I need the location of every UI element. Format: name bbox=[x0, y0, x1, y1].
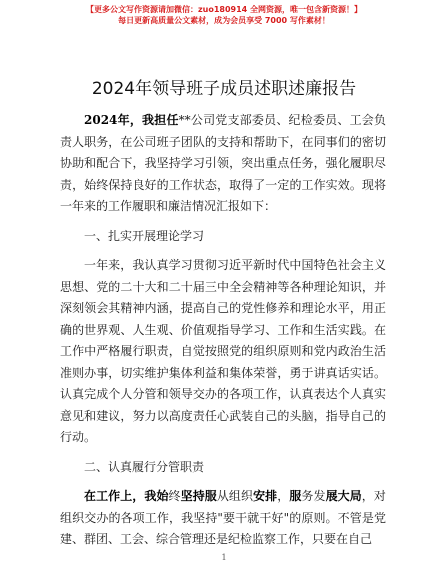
duties-bold-3: 安排 bbox=[253, 489, 278, 503]
promo-banner-line-2[interactable]: 每日更新高质量公文素材，成为会员享受 7000 写作素材！ bbox=[118, 16, 330, 25]
duties-text-1: 终 bbox=[168, 489, 181, 503]
duties-bold-4: 服 bbox=[289, 489, 302, 503]
intro-text: **公司党支部委员、纪检委员、工会负责人职务，在公司班子团队的支持和帮助下，在同事们的密切协助和配合下，我坚持学习引领，突出重点任务，强化履职尽责，始终保持良好的工作状态，取得了一定的工作实效。现将一年来的工作履职和廉洁情况汇报如下： bbox=[60, 113, 386, 213]
duties-bold-1: 在工作上，我始 bbox=[84, 489, 169, 503]
duties-paragraph bbox=[60, 486, 386, 551]
document-title: 2024年领导班子成员述职述廉报告 bbox=[91, 79, 357, 99]
duties-text-3: ， bbox=[277, 489, 290, 503]
duties-text-rest: ，对组织交办的各项工作，我坚持"要干就干好"的原则。不管是党建、群团、工会、综合管理还是纪检监察工作，只要在自己 bbox=[60, 489, 386, 546]
promo-banner[interactable] bbox=[0, 4, 448, 26]
document-body bbox=[60, 110, 386, 551]
section-heading-2: 二、认真履行分管职责 bbox=[84, 459, 205, 474]
duties-bold-5: 展大局 bbox=[325, 489, 362, 503]
promo-banner-line-1[interactable]: 【更多公文写作资源请加微信：zuo180914 全网资源，唯一包含新资源！】 bbox=[85, 5, 363, 14]
duties-bold-2: 坚持服 bbox=[180, 489, 217, 503]
duties-text-2: 从组织 bbox=[216, 489, 254, 503]
theory-study-paragraph: 一年来，我认真学习贯彻习近平新时代中国特色社会主义思想、党的二十大和二十届三中全会精神等各种理论知识，并深刻领会其精神内涵，提高自己的党性修养和理论水平，用正确的世界观、人生观、价值观指导学习、工作和生活实践。在工作中严格履行职责，自觉按照党的组织原则和党内政治生活准则办事，切实维护集体利益和集体荣誉，勇于讲真话实话。认真完成个人分管和领导交办的各项工作，认真表达个人真实意见和建议，努力以高度责任心武装自己的头脑，指导自己的行动。 bbox=[60, 258, 386, 444]
page-number: 1 bbox=[221, 553, 227, 562]
intro-paragraph bbox=[60, 110, 386, 218]
duties-text-4: 务发 bbox=[301, 489, 326, 503]
intro-lead: 2024年，我担任 bbox=[84, 113, 179, 127]
section-heading-1: 一、扎实开展理论学习 bbox=[84, 228, 205, 243]
